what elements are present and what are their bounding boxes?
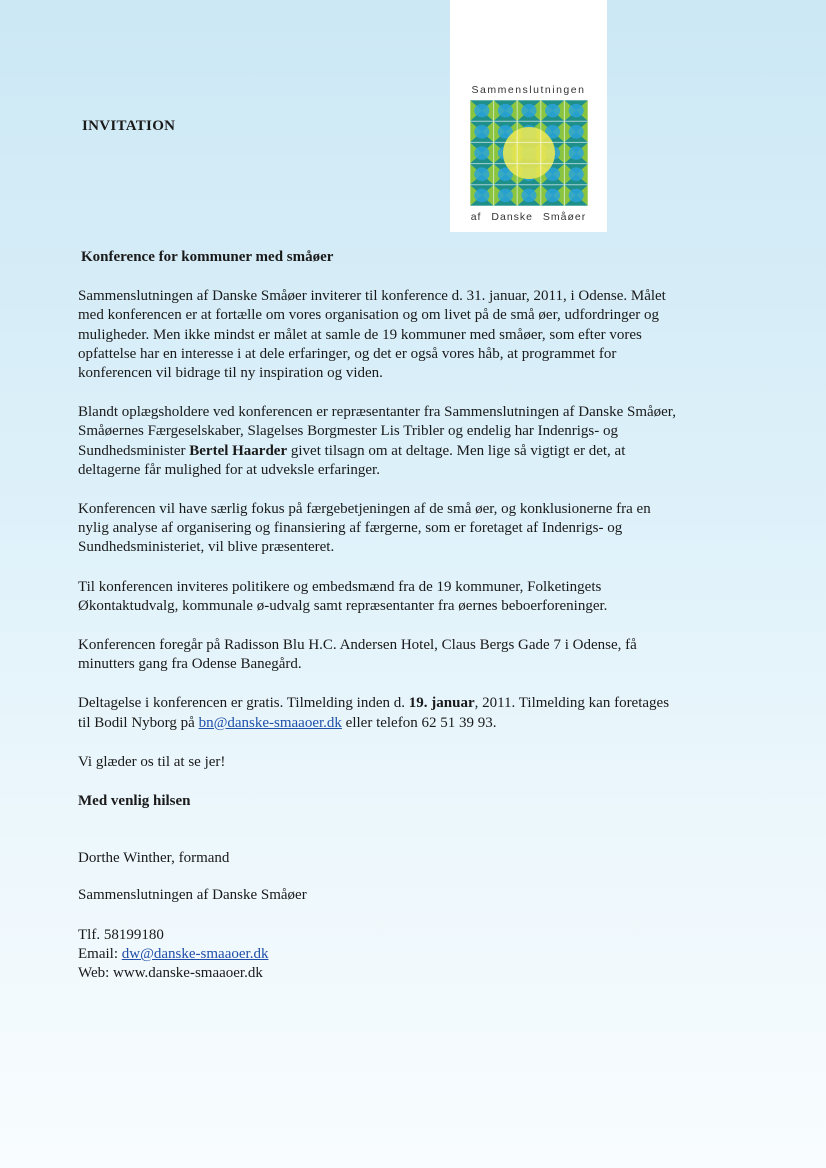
letter-title: Konference for kommuner med småøer [81, 249, 334, 265]
text-line: opfattelse har en interesse i at dele erfaringer, og det er også vores håb, at programmet for [78, 345, 617, 362]
logo-mosaic-icon [470, 100, 588, 206]
text-line: til Bodil Nyborg på [78, 714, 199, 731]
minister-name: Bertel Haarder [189, 442, 288, 459]
text-line: konferencen vil bidrage til ny inspiration og viden. [78, 365, 383, 382]
text-line: givet tilsagn om at deltage. Men lige så vigtigt er det, at [287, 442, 626, 459]
paragraph-intro [78, 287, 758, 383]
text-line: eller telefon 62 51 39 93. [341, 714, 497, 731]
text-line: Småøernes Færgeselskaber, Slagelses Borgmester Lis Tribler og endelig har Indenrigs- og [78, 423, 619, 440]
text-line: Deltagelse i konferencen er gratis. Tilmelding inden d. [78, 695, 409, 712]
logo-top-text: Sammenslutningen [471, 84, 586, 96]
text-line: deltagerne får mulighed for at udveksle erfaringer. [78, 461, 380, 478]
paragraph-venue [78, 636, 758, 674]
logo-bottom-text: af Danske Småøer [470, 211, 587, 223]
organization-name: Sammenslutningen af Danske Småøer [78, 887, 307, 904]
text-line: minutters gang fra Odense Banegård. [78, 656, 302, 673]
text-line: Sundhedsministeriet, vil blive præsenteret. [78, 539, 335, 556]
paragraph-focus [78, 500, 758, 558]
signer-name: Dorthe Winther, formand [78, 850, 230, 867]
greeting: Med venlig hilsen [78, 793, 191, 810]
text-line: Til konferencen inviteres politikere og embedsmænd fra de 19 kommuner, Folketingets [78, 578, 602, 595]
text-line: Konferencen vil have særlig fokus på færgebetjeningen af de små øer, og konklusionerne fra en [78, 501, 651, 518]
phone: Tlf. 58199180 [78, 926, 164, 943]
organization-logo [450, 0, 607, 232]
text-line: Konferencen foregår på Radisson Blu H.C. Andersen Hotel, Claus Bergs Gade 7 i Odense, få [78, 637, 637, 654]
deadline-date: 19. januar [408, 695, 475, 712]
text-line: muligheder. Men ikke mindst er målet at samle de 19 kommuner med småøer, som efter vores [78, 326, 642, 343]
paragraph-speakers [78, 403, 758, 480]
contact-block [78, 926, 758, 984]
text-line: , 2011. Tilmelding kan foretages [474, 695, 670, 712]
text-line: nylig analyse af organisering og finansiering af færgerne, som er foretaget af Indenrigs- og [78, 520, 623, 537]
text-line: Økontaktudvalg, kommunale ø-udvalg samt repræsentanter fra øernes beboerforeninger. [78, 597, 608, 614]
text-line: Blandt oplægsholdere ved konferencen er repræsentanter fra Sammenslutningen af Danske Småøer, [78, 404, 676, 421]
paragraph-invitees [78, 578, 758, 616]
text-line: med konferencen er at fortælle om vores organisation og om livet på de små øer, udfordringer og [78, 307, 660, 324]
website: Web: www.danske-smaaoer.dk [78, 965, 263, 982]
invitation-heading: INVITATION [82, 118, 176, 134]
closing-line: Vi glæder os til at se jer! [78, 753, 226, 770]
contact-email-link[interactable]: dw@danske-smaaoer.dk [121, 945, 269, 962]
letter-body [78, 248, 758, 983]
email-label: Email: [78, 945, 122, 962]
paragraph-registration [78, 694, 758, 732]
text-line: Sammenslutningen af Danske Småøer inviterer til konference d. 31. januar, 2011, i Odense. Målet [78, 288, 666, 305]
registration-email-link[interactable]: bn@danske-smaaoer.dk [198, 714, 342, 731]
text-line: Sundhedsminister [78, 442, 190, 459]
